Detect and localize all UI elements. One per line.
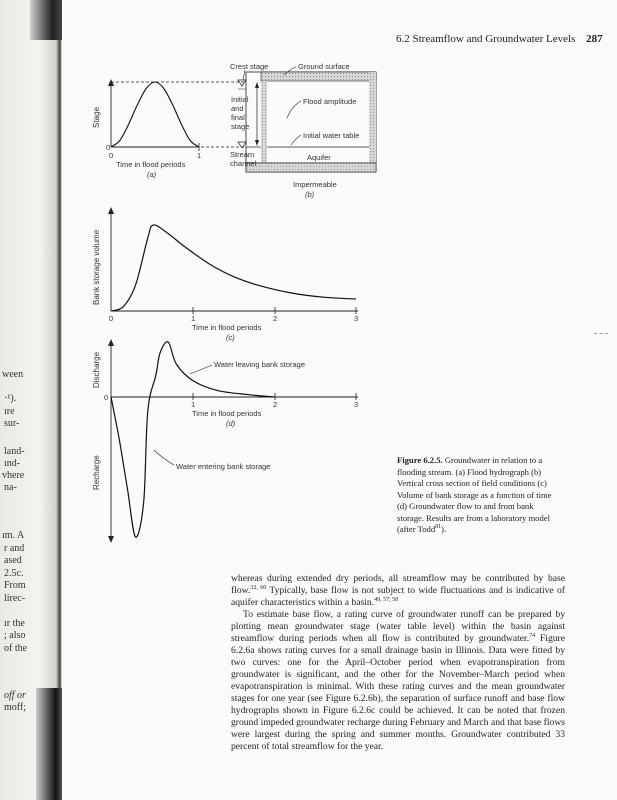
margin-frag: ım. A xyxy=(2,530,25,541)
paragraph-2: To estimate base flow, a rating curve of groundwater runoff can be prepared by plotting mean groundwater stage (water table level) within the basin against streamflow during periods when all flow is contributed by groundwater.$^{74}$ Figure 6.2.6a shows rating curves for a small drainage basin in Illinois. Data were fitted by two curves: one for the April–October period when evapotranspiration from groundwater is significant, and the other for the November–March period when evapotranspiration is minimal. With these rating curves and the mean groundwater stages for one year (see Figure 6.2.6b), the separation of surface runoff and base flow hydrographs shown in Figure 6.2.6c could be achieved. It can be noted that frozen ground impeded groundwater recharge during February and March and that base flows were largest during the spring and summer months. Groundwater contributed 33 percent of total streamflow for the year. xyxy=(231,609,565,752)
flood-amplitude-leader xyxy=(287,101,301,118)
panel-c-label: (c) xyxy=(226,333,235,342)
paragraph-1: whereas during extended dry periods, all streamflow may be contributed by base flow.$^{32, 60}$ Typically, base flow is not subject to wide fluctuations and is indicative of aquifer characteristics within a basin.$^{49, 57, 58}$ xyxy=(231,573,565,608)
panel-a-ylabel: Stage xyxy=(92,107,101,128)
flood-amplitude-label: Flood amplitude xyxy=(303,97,357,106)
initial-water-table-label: Initial water table xyxy=(303,131,360,140)
panel-d-xlabel: Time in flood periods xyxy=(192,409,262,418)
channel-wall-hatch xyxy=(261,81,267,163)
panel-c-storage-curve xyxy=(111,225,356,311)
panel-a-hydrograph xyxy=(111,82,199,147)
figure-caption: Figure 6.2.5. Groundwater in relation to a flooding stream. (a) Flood hydrograph (b) Vertical cross section of field conditions (c) Volume of bank storage as a function of time (d) Groundwater flow to and from bank storage. Results are from a laboratory model (after Todd$^{81}$). xyxy=(397,455,552,534)
section-title: 6.2 Streamflow and Groundwater Levels xyxy=(396,33,576,45)
margin-frag: ween xyxy=(2,369,24,380)
margin-frag: of the xyxy=(4,643,28,654)
crest-stage-label: Crest stage xyxy=(230,62,269,71)
leaving-leader xyxy=(190,365,212,374)
margin-frag: sur- xyxy=(4,418,20,429)
impermeable-base xyxy=(246,163,376,172)
panel-a-label: (a) xyxy=(147,170,157,179)
margin-frag: From xyxy=(4,580,26,591)
margin-frag: moff; xyxy=(4,702,27,713)
margin-frag: ased xyxy=(4,555,22,566)
margin-frag: ; also xyxy=(4,630,26,641)
caption-ref: 81 xyxy=(435,524,442,531)
page-number: 287 xyxy=(586,33,603,45)
annot-water-entering: Water entering bank storage xyxy=(176,462,271,471)
panel-d-flow-curve xyxy=(111,342,274,537)
panel-c-tick: 2 xyxy=(273,314,278,323)
right-boundary-hatch xyxy=(369,72,376,172)
panel-a-tick-1: 1 xyxy=(197,151,202,160)
margin-frag: r and xyxy=(4,543,25,554)
ground-surface-label: Ground surface xyxy=(298,62,350,71)
stray-mark xyxy=(594,333,608,335)
panel-c-tick: 1 xyxy=(191,314,196,323)
citation: 49, 57, 58 xyxy=(374,596,399,603)
margin-frag: land- xyxy=(4,446,25,457)
panel-d-tick: 1 xyxy=(191,400,196,409)
impermeable-label: Impermeable xyxy=(293,180,337,189)
margin-frag: ınd- xyxy=(4,458,21,469)
panel-c-xlabel: Time in flood periods xyxy=(192,323,262,332)
margin-frag: vhere xyxy=(2,470,25,481)
margin-frag: 2.5c. xyxy=(4,568,24,579)
aquifer-label: Aquifer xyxy=(307,153,331,162)
margin-frag: lirec- xyxy=(4,593,26,604)
panel-c-tick: 0 xyxy=(109,314,114,323)
crest-water-symbol xyxy=(238,80,246,86)
panel-a-xlabel: Time in flood periods xyxy=(116,160,186,169)
caption-label: Figure 6.2.5. xyxy=(397,455,443,465)
panel-c-tick: 3 xyxy=(354,314,359,323)
annot-water-leaving: Water leaving bank storage xyxy=(214,360,306,369)
panel-c-ylabel: Bank storage volume xyxy=(92,229,101,305)
body-text xyxy=(231,573,565,753)
margin-frag: ·¹). xyxy=(4,393,17,404)
panel-d-tick: 3 xyxy=(354,400,359,409)
initial-final-stage-label: Initial and final stage xyxy=(231,95,250,131)
panel-d-tick: 2 xyxy=(273,400,278,409)
panel-d-label: (d) xyxy=(226,419,236,428)
caption-text: Groundwater in relation to a flooding stream. (a) Flood hydrograph (b) Vertical cross section of field conditions (c) Volume of bank storage as a function of time (d) Groundwater flow to and from bank storage. Results are from a laboratory model (after Todd xyxy=(397,455,552,534)
crest-leader xyxy=(243,70,245,80)
panel-a-y-arrow xyxy=(108,79,114,86)
citation: 74 xyxy=(529,632,536,639)
margin-frag: off or xyxy=(4,690,26,701)
margin-frag: ır the xyxy=(4,618,25,629)
panel-d-ylabel-top: Discharge xyxy=(92,351,101,388)
panel-d-ylabel-bottom: Recharge xyxy=(92,455,101,490)
ground-surface-hatch xyxy=(261,72,376,81)
margin-frag: na- xyxy=(4,482,17,493)
stream-channel-label: Stream channel xyxy=(230,150,257,168)
panel-b-label: (b) xyxy=(305,190,315,199)
panel-d-tick: 0 xyxy=(104,393,109,402)
citation: 32, 60 xyxy=(250,584,267,591)
panel-a-y-tick-0: 0 xyxy=(106,143,111,152)
entering-leader xyxy=(154,450,174,465)
water-table-leader xyxy=(291,135,301,145)
panel-a-tick-0: 0 xyxy=(109,151,114,160)
margin-frag: ıre xyxy=(4,406,15,417)
